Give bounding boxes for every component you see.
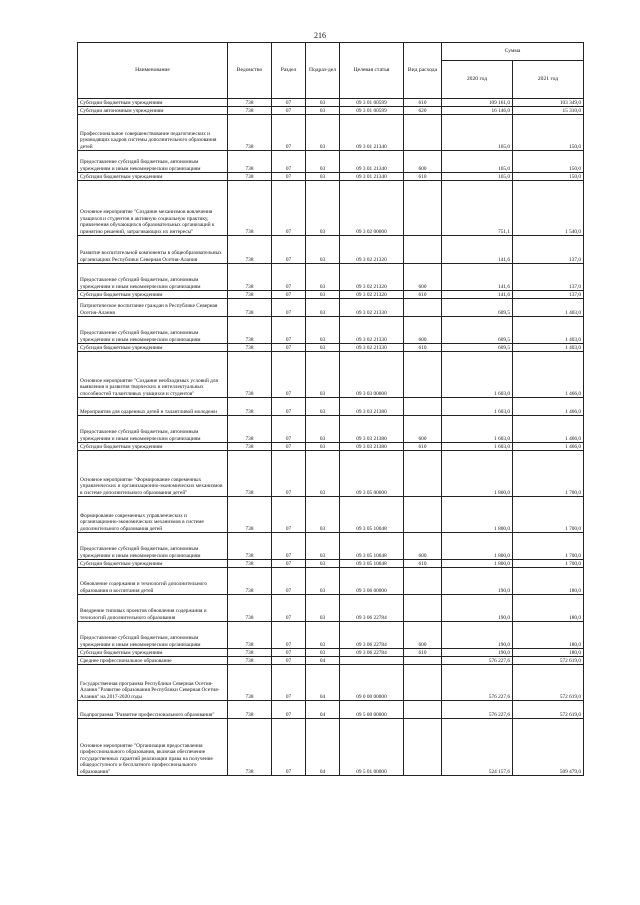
cell-2020: 609,5 bbox=[442, 317, 513, 344]
cell-podrazdel: 03 bbox=[306, 398, 340, 416]
cell-vid: 610 bbox=[404, 173, 442, 181]
table-row bbox=[78, 497, 584, 533]
cell-vid: 600 bbox=[404, 264, 442, 291]
cell-2021: 1 466,0 bbox=[513, 416, 584, 443]
table-row bbox=[78, 665, 584, 701]
cell-vedomstvo: 738 bbox=[228, 560, 272, 568]
cell-razdel: 07 bbox=[272, 299, 306, 317]
cell-vedomstvo: 738 bbox=[228, 398, 272, 416]
cell-podrazdel: 03 bbox=[306, 317, 340, 344]
cell-razdel: 07 bbox=[272, 595, 306, 622]
header-razdel: Раздел bbox=[272, 43, 306, 99]
cell-name: Обновление содержания и технологий дополнительного образования и воспитания детей bbox=[78, 568, 228, 595]
cell-podrazdel: 03 bbox=[306, 99, 340, 107]
cell-vid: 620 bbox=[404, 107, 442, 115]
cell-name: Предоставление субсидий бюджетным, автономным учреждениям и иным некоммерческим организациям bbox=[78, 264, 228, 291]
cell-target: 09 3 02 21320 bbox=[340, 291, 404, 299]
cell-name: Субсидии бюджетным учреждениям bbox=[78, 649, 228, 657]
cell-vedomstvo: 738 bbox=[228, 665, 272, 701]
cell-razdel: 07 bbox=[272, 533, 306, 560]
cell-2021: 1 466,0 bbox=[513, 352, 584, 398]
table-row bbox=[78, 701, 584, 719]
cell-2020: 1 603,0 bbox=[442, 352, 513, 398]
cell-name: Субсидии бюджетным учреждениям bbox=[78, 443, 228, 451]
header-name: Наименование bbox=[78, 43, 228, 99]
cell-2020: 1 603,0 bbox=[442, 443, 513, 451]
cell-vid bbox=[404, 181, 442, 236]
cell-2021: 1 403,0 bbox=[513, 344, 584, 352]
cell-2020: 16 146,0 bbox=[442, 107, 513, 115]
cell-podrazdel: 04 bbox=[306, 701, 340, 719]
cell-razdel: 07 bbox=[272, 173, 306, 181]
table-row bbox=[78, 173, 584, 181]
cell-vedomstvo: 738 bbox=[228, 451, 272, 497]
cell-name: Профессиональное совершенствование педагогических и руководящих кадров системы дополнительного образования детей bbox=[78, 115, 228, 151]
cell-2020: 524 157,6 bbox=[442, 719, 513, 776]
cell-podrazdel: 03 bbox=[306, 416, 340, 443]
cell-vedomstvo: 738 bbox=[228, 649, 272, 657]
table-row bbox=[78, 649, 584, 657]
cell-2021: 1 700,0 bbox=[513, 451, 584, 497]
cell-2020: 609,5 bbox=[442, 299, 513, 317]
cell-podrazdel: 04 bbox=[306, 719, 340, 776]
table-row bbox=[78, 595, 584, 622]
cell-2020: 190,0 bbox=[442, 595, 513, 622]
cell-2020: 751,1 bbox=[442, 181, 513, 236]
cell-vid: 610 bbox=[404, 443, 442, 451]
cell-podrazdel: 03 bbox=[306, 181, 340, 236]
page-number: 216 bbox=[314, 31, 326, 40]
cell-razdel: 07 bbox=[272, 344, 306, 352]
table-row bbox=[78, 107, 584, 115]
table-row bbox=[78, 236, 584, 264]
cell-2020: 576 227,6 bbox=[442, 665, 513, 701]
cell-vedomstvo: 738 bbox=[228, 443, 272, 451]
cell-name: Основное мероприятие "Создание необходимых условий для выявления и развития творческих и интеллектуальных способностей талантливых учащихся и студентов" bbox=[78, 352, 228, 398]
cell-target: 09 3 03 00000 bbox=[340, 352, 404, 398]
cell-vid bbox=[404, 398, 442, 416]
cell-name: Формирование современных управленческих и организационно-экономических механизмов в системе дополнительного образования детей bbox=[78, 497, 228, 533]
cell-2021: 180,0 bbox=[513, 622, 584, 649]
cell-target: 09 3 01 21340 bbox=[340, 115, 404, 151]
cell-podrazdel: 03 bbox=[306, 115, 340, 151]
cell-target: 09 3 06 00000 bbox=[340, 568, 404, 595]
cell-2021: 572 619,0 bbox=[513, 701, 584, 719]
cell-2020: 190,0 bbox=[442, 649, 513, 657]
cell-vedomstvo: 738 bbox=[228, 173, 272, 181]
cell-vid: 600 bbox=[404, 151, 442, 173]
cell-razdel: 07 bbox=[272, 451, 306, 497]
cell-vid bbox=[404, 719, 442, 776]
cell-vid bbox=[404, 595, 442, 622]
cell-podrazdel: 03 bbox=[306, 560, 340, 568]
cell-vid: 600 bbox=[404, 533, 442, 560]
cell-2021: 1 403,0 bbox=[513, 317, 584, 344]
cell-name: Развитие воспитательной компоненты в общеобразовательных организациях Республики Северная Осетия-Алания bbox=[78, 236, 228, 264]
table-row bbox=[78, 181, 584, 236]
cell-vid bbox=[404, 568, 442, 595]
cell-target: 09 3 06 22784 bbox=[340, 649, 404, 657]
cell-2021: 1 540,0 bbox=[513, 181, 584, 236]
cell-vid: 600 bbox=[404, 622, 442, 649]
cell-podrazdel: 03 bbox=[306, 344, 340, 352]
cell-razdel: 07 bbox=[272, 560, 306, 568]
table-row bbox=[78, 151, 584, 173]
header-vedomstvo: Ведомство bbox=[228, 43, 272, 99]
header-vid: Вид расхода bbox=[404, 43, 442, 99]
cell-2020: 576 227,6 bbox=[442, 657, 513, 665]
cell-target: 09 3 03 21380 bbox=[340, 416, 404, 443]
cell-2020: 141,6 bbox=[442, 291, 513, 299]
cell-vedomstvo: 738 bbox=[228, 568, 272, 595]
cell-podrazdel: 04 bbox=[306, 665, 340, 701]
cell-razdel: 07 bbox=[272, 236, 306, 264]
cell-2020: 165,0 bbox=[442, 151, 513, 173]
cell-name: Субсидии бюджетным учреждениям bbox=[78, 99, 228, 107]
table-row bbox=[78, 291, 584, 299]
cell-razdel: 07 bbox=[272, 497, 306, 533]
cell-2020: 190,0 bbox=[442, 622, 513, 649]
cell-2020: 109 161,0 bbox=[442, 99, 513, 107]
cell-vedomstvo: 738 bbox=[228, 701, 272, 719]
cell-2020: 1 603,0 bbox=[442, 416, 513, 443]
cell-target bbox=[340, 657, 404, 665]
cell-podrazdel: 03 bbox=[306, 173, 340, 181]
table-row bbox=[78, 657, 584, 665]
cell-2021: 1 700,0 bbox=[513, 560, 584, 568]
cell-razdel: 07 bbox=[272, 657, 306, 665]
table-row bbox=[78, 568, 584, 595]
cell-2021: 1 700,0 bbox=[513, 533, 584, 560]
cell-podrazdel: 03 bbox=[306, 649, 340, 657]
cell-target: 09 3 02 00000 bbox=[340, 181, 404, 236]
cell-2021: 180,0 bbox=[513, 595, 584, 622]
cell-vid bbox=[404, 665, 442, 701]
cell-name: Предоставление субсидий бюджетным, автономным учреждениям и иным некоммерческим организациям bbox=[78, 317, 228, 344]
cell-vid bbox=[404, 236, 442, 264]
cell-2021: 137,0 bbox=[513, 236, 584, 264]
cell-name: Мероприятия для одаренных детей и талантливой молодежи bbox=[78, 398, 228, 416]
cell-vedomstvo: 738 bbox=[228, 344, 272, 352]
table-row bbox=[78, 416, 584, 443]
cell-podrazdel: 03 bbox=[306, 497, 340, 533]
cell-vid: 610 bbox=[404, 649, 442, 657]
cell-vid bbox=[404, 451, 442, 497]
cell-razdel: 07 bbox=[272, 649, 306, 657]
cell-podrazdel: 03 bbox=[306, 107, 340, 115]
cell-razdel: 07 bbox=[272, 568, 306, 595]
cell-target: 09 3 06 22784 bbox=[340, 622, 404, 649]
cell-vedomstvo: 738 bbox=[228, 99, 272, 107]
cell-podrazdel: 03 bbox=[306, 291, 340, 299]
cell-2021: 572 619,0 bbox=[513, 657, 584, 665]
cell-target: 09 3 05 00000 bbox=[340, 451, 404, 497]
cell-podrazdel: 03 bbox=[306, 451, 340, 497]
cell-2021: 150,0 bbox=[513, 115, 584, 151]
cell-podrazdel: 03 bbox=[306, 299, 340, 317]
cell-name: Предоставление субсидий бюджетным, автономным учреждениям и иным некоммерческим организациям bbox=[78, 622, 228, 649]
cell-vid: 610 bbox=[404, 344, 442, 352]
cell-vedomstvo: 738 bbox=[228, 317, 272, 344]
cell-name: Подпрограмма "Развитие профессионального образования" bbox=[78, 701, 228, 719]
cell-vid bbox=[404, 299, 442, 317]
cell-2021: 180,0 bbox=[513, 649, 584, 657]
cell-target: 09 5 01 00000 bbox=[340, 719, 404, 776]
cell-razdel: 07 bbox=[272, 115, 306, 151]
cell-2020: 141,6 bbox=[442, 236, 513, 264]
cell-razdel: 07 bbox=[272, 719, 306, 776]
table-row bbox=[78, 622, 584, 649]
cell-vedomstvo: 738 bbox=[228, 236, 272, 264]
cell-name: Государственная программа Республики Северная Осетия-Алания "Развитие образования Республики Северная Осетия-Алания" на 2017-2020 годы bbox=[78, 665, 228, 701]
cell-2021: 137,0 bbox=[513, 291, 584, 299]
table-row bbox=[78, 352, 584, 398]
cell-target: 09 0 00 00000 bbox=[340, 665, 404, 701]
header-summa: Сумма bbox=[442, 43, 584, 61]
cell-razdel: 07 bbox=[272, 107, 306, 115]
cell-target: 09 3 03 21380 bbox=[340, 398, 404, 416]
cell-2020: 1 800,0 bbox=[442, 533, 513, 560]
cell-target: 09 3 05 10048 bbox=[340, 560, 404, 568]
budget-table bbox=[77, 42, 584, 776]
cell-razdel: 07 bbox=[272, 99, 306, 107]
cell-razdel: 07 bbox=[272, 398, 306, 416]
cell-2021: 103 349,0 bbox=[513, 99, 584, 107]
cell-podrazdel: 03 bbox=[306, 151, 340, 173]
cell-vedomstvo: 738 bbox=[228, 657, 272, 665]
cell-target: 09 5 00 00000 bbox=[340, 701, 404, 719]
table-row bbox=[78, 115, 584, 151]
cell-vedomstvo: 738 bbox=[228, 299, 272, 317]
cell-2021: 1 466,0 bbox=[513, 443, 584, 451]
cell-2020: 165,0 bbox=[442, 173, 513, 181]
cell-name: Предоставление субсидий бюджетным, автономным учреждениям и иным некоммерческим организациям bbox=[78, 416, 228, 443]
cell-2020: 1 603,0 bbox=[442, 398, 513, 416]
cell-vedomstvo: 738 bbox=[228, 151, 272, 173]
header-podrazdel: Подраз-дел bbox=[306, 43, 340, 99]
cell-vid bbox=[404, 497, 442, 533]
cell-name: Субсидии бюджетным учреждениям bbox=[78, 173, 228, 181]
cell-podrazdel: 03 bbox=[306, 264, 340, 291]
cell-podrazdel: 03 bbox=[306, 443, 340, 451]
cell-vedomstvo: 738 bbox=[228, 595, 272, 622]
cell-podrazdel: 03 bbox=[306, 595, 340, 622]
cell-vedomstvo: 738 bbox=[228, 115, 272, 151]
cell-2021: 137,0 bbox=[513, 264, 584, 291]
cell-2021: 1 700,0 bbox=[513, 497, 584, 533]
cell-razdel: 07 bbox=[272, 151, 306, 173]
cell-vid: 610 bbox=[404, 560, 442, 568]
cell-target: 09 3 02 21320 bbox=[340, 264, 404, 291]
cell-target: 09 3 05 10048 bbox=[340, 533, 404, 560]
cell-target: 09 3 01 21340 bbox=[340, 173, 404, 181]
cell-razdel: 07 bbox=[272, 665, 306, 701]
cell-2021: 572 619,0 bbox=[513, 665, 584, 701]
table-row bbox=[78, 533, 584, 560]
cell-2021: 180,0 bbox=[513, 568, 584, 595]
cell-target: 09 3 02 21330 bbox=[340, 317, 404, 344]
cell-target: 09 3 02 21330 bbox=[340, 344, 404, 352]
cell-podrazdel: 03 bbox=[306, 352, 340, 398]
table-row bbox=[78, 344, 584, 352]
cell-razdel: 07 bbox=[272, 352, 306, 398]
cell-2021: 150,0 bbox=[513, 151, 584, 173]
cell-2020: 609,5 bbox=[442, 344, 513, 352]
cell-vedomstvo: 738 bbox=[228, 291, 272, 299]
cell-vid: 610 bbox=[404, 291, 442, 299]
cell-name: Субсидии бюджетным учреждениям bbox=[78, 291, 228, 299]
table-body bbox=[78, 99, 584, 776]
cell-razdel: 07 bbox=[272, 181, 306, 236]
cell-2020: 1 800,0 bbox=[442, 451, 513, 497]
cell-name: Среднее профессиональное образование bbox=[78, 657, 228, 665]
cell-vid bbox=[404, 701, 442, 719]
cell-vid bbox=[404, 352, 442, 398]
cell-target: 09 3 05 10048 bbox=[340, 497, 404, 533]
cell-2020: 1 800,0 bbox=[442, 497, 513, 533]
cell-name: Субсидии автономным учреждениям bbox=[78, 107, 228, 115]
table-row bbox=[78, 719, 584, 776]
cell-target: 09 3 01 00599 bbox=[340, 99, 404, 107]
cell-razdel: 07 bbox=[272, 264, 306, 291]
cell-name: Основное мероприятие "Организация предоставления профессионального образования, включая обеспечение государственных гарантий реализации права на получение общедоступного и бесплатного профессионального образования" bbox=[78, 719, 228, 776]
cell-vedomstvo: 738 bbox=[228, 264, 272, 291]
cell-vedomstvo: 738 bbox=[228, 497, 272, 533]
cell-podrazdel: 03 bbox=[306, 533, 340, 560]
cell-name: Основное мероприятие "Формирование современных управленческих и организационно-экономических механизмов в системе дополнительного образования детей" bbox=[78, 451, 228, 497]
cell-2020: 141,6 bbox=[442, 264, 513, 291]
cell-name: Внедрение типовых проектов обновления содержания и технологий дополнительного образования bbox=[78, 595, 228, 622]
table-row bbox=[78, 451, 584, 497]
cell-vid: 600 bbox=[404, 416, 442, 443]
cell-vedomstvo: 738 bbox=[228, 107, 272, 115]
cell-razdel: 07 bbox=[272, 291, 306, 299]
cell-podrazdel: 03 bbox=[306, 236, 340, 264]
table-row bbox=[78, 99, 584, 107]
cell-vid bbox=[404, 115, 442, 151]
cell-name: Предоставление субсидий бюджетным, автономным учреждениям и иным некоммерческим организациям bbox=[78, 151, 228, 173]
cell-razdel: 07 bbox=[272, 416, 306, 443]
cell-razdel: 07 bbox=[272, 622, 306, 649]
cell-podrazdel: 03 bbox=[306, 622, 340, 649]
cell-2020: 165,0 bbox=[442, 115, 513, 151]
cell-2021: 150,0 bbox=[513, 173, 584, 181]
cell-vedomstvo: 738 bbox=[228, 416, 272, 443]
cell-target: 09 3 03 21380 bbox=[340, 443, 404, 451]
table-row bbox=[78, 299, 584, 317]
cell-vid bbox=[404, 657, 442, 665]
cell-target: 09 3 01 21340 bbox=[340, 151, 404, 173]
cell-razdel: 07 bbox=[272, 443, 306, 451]
cell-2020: 576 227,6 bbox=[442, 701, 513, 719]
cell-razdel: 07 bbox=[272, 701, 306, 719]
table-row bbox=[78, 560, 584, 568]
cell-name: Патриотическое воспитание граждан в Республике Северная Осетия-Алания bbox=[78, 299, 228, 317]
cell-vedomstvo: 738 bbox=[228, 181, 272, 236]
table-row bbox=[78, 317, 584, 344]
cell-2021: 15 310,0 bbox=[513, 107, 584, 115]
cell-razdel: 07 bbox=[272, 317, 306, 344]
cell-vid: 610 bbox=[404, 99, 442, 107]
header-2021: 2021 год bbox=[513, 61, 584, 99]
cell-target: 09 3 02 21330 bbox=[340, 299, 404, 317]
cell-2021: 1 466,0 bbox=[513, 398, 584, 416]
cell-2021: 509 479,0 bbox=[513, 719, 584, 776]
cell-name: Предоставление субсидий бюджетным, автономным учреждениям и иным некоммерческим организациям bbox=[78, 533, 228, 560]
table-row bbox=[78, 398, 584, 416]
header-target: Целевая статья bbox=[340, 43, 404, 99]
cell-target: 09 3 01 00599 bbox=[340, 107, 404, 115]
cell-vedomstvo: 738 bbox=[228, 352, 272, 398]
cell-name: Субсидии бюджетным учреждениям bbox=[78, 344, 228, 352]
cell-target: 09 3 02 21320 bbox=[340, 236, 404, 264]
cell-vedomstvo: 738 bbox=[228, 719, 272, 776]
header-2020: 2020 год bbox=[442, 61, 513, 99]
cell-target: 09 3 06 22784 bbox=[340, 595, 404, 622]
cell-podrazdel: 03 bbox=[306, 568, 340, 595]
cell-2021: 1 403,0 bbox=[513, 299, 584, 317]
cell-podrazdel: 04 bbox=[306, 657, 340, 665]
table-row bbox=[78, 443, 584, 451]
cell-2020: 1 800,0 bbox=[442, 560, 513, 568]
cell-name: Основное мероприятие "Создание механизмов вовлечения учащихся и студентов в активную социальную практику, привлечения обучающихся образовательных организаций к принятию решений, затрагивающих их интересы" bbox=[78, 181, 228, 236]
cell-vid: 600 bbox=[404, 317, 442, 344]
cell-2020: 190,0 bbox=[442, 568, 513, 595]
cell-vedomstvo: 738 bbox=[228, 622, 272, 649]
cell-vedomstvo: 738 bbox=[228, 533, 272, 560]
table-row bbox=[78, 264, 584, 291]
cell-name: Субсидии бюджетным учреждениям bbox=[78, 560, 228, 568]
